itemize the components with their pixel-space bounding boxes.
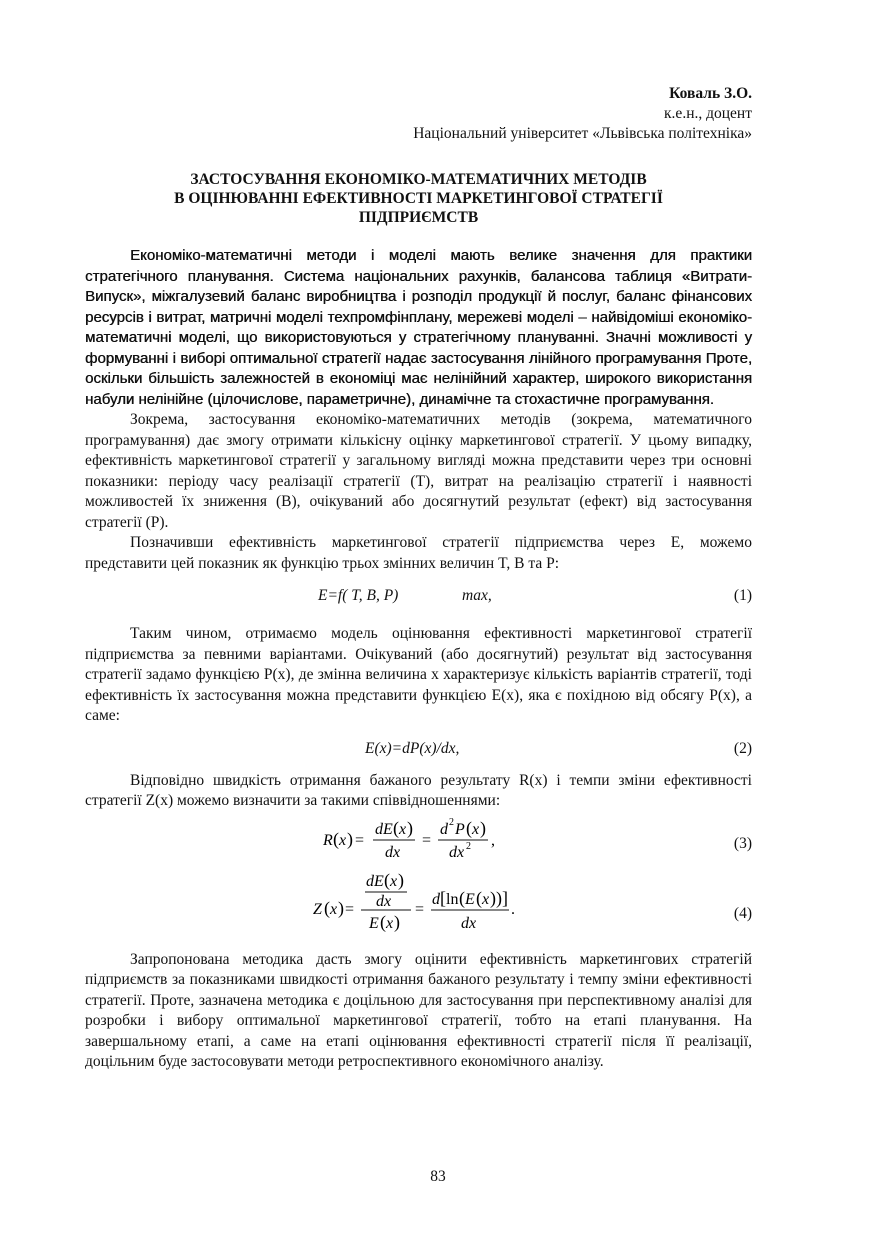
svg-text:(: ( bbox=[324, 897, 330, 918]
author-affiliation: Національний університет «Львівська політехніка» bbox=[413, 125, 752, 142]
svg-text:=: = bbox=[345, 900, 355, 918]
svg-text:): ) bbox=[398, 871, 404, 890]
equation-number: (3) bbox=[733, 834, 752, 852]
svg-text:): ) bbox=[394, 911, 400, 932]
body-paragraph: Зокрема, застосування економіко-математичних методів (зокрема, математичного програмування) дає змогу отримати кількісну оцінку маркетингової стратегії. У цьому випадку, ефективність маркетингової стратегії у загальному вигляді можна представити через три основні показники: періоду часу реалізації стратегії (T), витрат на реалізацію стратегії і наявності можливостей їх зниження (B), очікуваний або досягнутий результат (ефект) від застосування стратегії (P). bbox=[85, 411, 752, 531]
svg-text:dx: dx bbox=[385, 843, 401, 861]
equation-2 bbox=[85, 739, 752, 759]
svg-text:=: = bbox=[422, 831, 432, 849]
paper-title bbox=[85, 170, 752, 227]
title-line: ЗАСТОСУВАННЯ ЕКОНОМІКО-МАТЕМАТИЧНИХ МЕТОДІВ bbox=[190, 171, 647, 188]
page-number: 83 bbox=[430, 1168, 446, 1185]
paper-page bbox=[85, 84, 752, 1073]
equation-1-expression: E=f( T, B, P) bbox=[318, 587, 399, 604]
svg-text:(: ( bbox=[380, 911, 386, 932]
body-paragraph: Запропонована методика дасть змогу оцінити ефективність маркетингових стратегій підприємств за показниками швидкості отримання бажаного результату і темпу зміни ефективності стратегії. Проте, зазначена методика є доцільною для застосування при перспективному аналізі для розробки і вибору оптимальної маркетингової стратегії, тобто на етапі планування. На завершальному етапі, а саме на етапі оцінювання ефективності стратегії після її реалізації, доцільним буде застосовувати методи ретроспективного економічного аналізу. bbox=[85, 950, 752, 1070]
svg-text:(: ( bbox=[393, 817, 399, 838]
svg-text:): ) bbox=[347, 828, 353, 849]
svg-text:,: , bbox=[491, 831, 495, 849]
equation-4-formula bbox=[85, 872, 752, 944]
body-paragraph: Позначивши ефективність маркетингової стратегії підприємства через E, можемо представити цей показник як функцію трьох змінних величин T, B та P: bbox=[85, 534, 752, 572]
body-paragraph: Таким чином, отримаємо модель оцінювання ефективності маркетингової стратегії підприємства за певними варіантами. Очікуваний (або досягнутий) результат від застосування стратегії задамо функцією P(x), де змінна величина x характеризує кількість варіантів стратегії, тоді ефективність їх застосування можна представити функцією E(x), яка є похідною від обсягу P(x), а саме: bbox=[85, 625, 752, 724]
title-line: ПІДПРИЄМСТВ bbox=[358, 209, 479, 226]
svg-text:(: ( bbox=[384, 871, 390, 890]
svg-text:dx: dx bbox=[461, 914, 477, 932]
svg-text:ln: ln bbox=[446, 890, 459, 908]
svg-text:=: = bbox=[415, 900, 425, 918]
author-block bbox=[85, 84, 752, 144]
equation-4 bbox=[85, 872, 752, 944]
svg-text:x: x bbox=[472, 820, 480, 838]
svg-text:): ) bbox=[407, 817, 413, 838]
svg-text:E: E bbox=[369, 914, 379, 932]
equation-3-formula bbox=[85, 812, 752, 864]
svg-text:dE: dE bbox=[375, 820, 393, 838]
title-line: В ОЦІНЮВАННІ ЕФЕКТИВНОСТІ МАРКЕТИНГОВОЇ СТРАТЕГІЇ bbox=[174, 190, 663, 207]
svg-text:d: d bbox=[432, 890, 440, 908]
equation-2-expression: E(x)=dP(x)/dx, bbox=[365, 739, 460, 757]
svg-text:2: 2 bbox=[449, 816, 454, 828]
svg-text:2: 2 bbox=[466, 840, 471, 852]
svg-text:): ) bbox=[338, 897, 344, 918]
equation-number: (2) bbox=[733, 739, 752, 757]
body-paragraph: Відповідно швидкість отримання бажаного результату R(x) і темпи зміни ефективності стратегії Z(x) можемо визначити за такими співвідношеннями: bbox=[85, 771, 752, 809]
equation-number: (1) bbox=[733, 587, 752, 604]
author-name: Коваль З.О. bbox=[669, 85, 752, 102]
svg-text:(: ( bbox=[476, 887, 482, 908]
svg-text:Z: Z bbox=[313, 900, 322, 918]
svg-text:R: R bbox=[323, 831, 333, 849]
svg-text:(: ( bbox=[466, 817, 472, 838]
equation-number: (4) bbox=[733, 904, 752, 922]
equation-3 bbox=[85, 812, 752, 864]
svg-text:x: x bbox=[390, 872, 398, 890]
svg-text:dx: dx bbox=[376, 892, 392, 910]
svg-text:x: x bbox=[482, 890, 490, 908]
svg-text:[: [ bbox=[440, 887, 446, 908]
svg-text:x: x bbox=[399, 820, 407, 838]
svg-text:))]: ))] bbox=[490, 887, 508, 908]
equation-1-max: max, bbox=[462, 587, 492, 604]
svg-text:x: x bbox=[386, 914, 394, 932]
svg-text:(: ( bbox=[459, 887, 465, 908]
svg-text:=: = bbox=[355, 831, 365, 849]
svg-text:(: ( bbox=[333, 828, 339, 849]
svg-text:d: d bbox=[440, 820, 448, 838]
svg-text:x: x bbox=[339, 831, 347, 849]
svg-text:x: x bbox=[330, 900, 338, 918]
equation-1 bbox=[85, 586, 752, 606]
svg-text:dE: dE bbox=[366, 872, 384, 890]
author-degree: к.е.н., доцент bbox=[664, 105, 752, 122]
svg-text:.: . bbox=[511, 900, 515, 918]
svg-text:): ) bbox=[480, 817, 486, 838]
svg-text:dx: dx bbox=[449, 843, 465, 861]
abstract-paragraph: Економіко-математичні методи і моделі мають велике значення для практики стратегічного планування. Система національних рахунків, балансова таблиця «Витрати-Випуск», міжгалузевий баланс виробництва і розподіл продукції й послуг, баланс фінансових ресурсів і витрат, матричні моделі техпромфінплану, мережеві моделі – найвідоміші економіко-математичні моделі, що використовуються у стратегічному плануванні. Значні можливості у формуванні і виборі оптимальної стратегії надає застосування лінійного програмування Проте, оскільки більшість залежностей в економіці має нелінійний характер, широкого використання набули нелінійне (цілочислове, параметричне), динамічне та стохастичне програмування. bbox=[85, 247, 752, 408]
svg-text:P: P bbox=[455, 820, 465, 838]
svg-text:E: E bbox=[465, 890, 475, 908]
